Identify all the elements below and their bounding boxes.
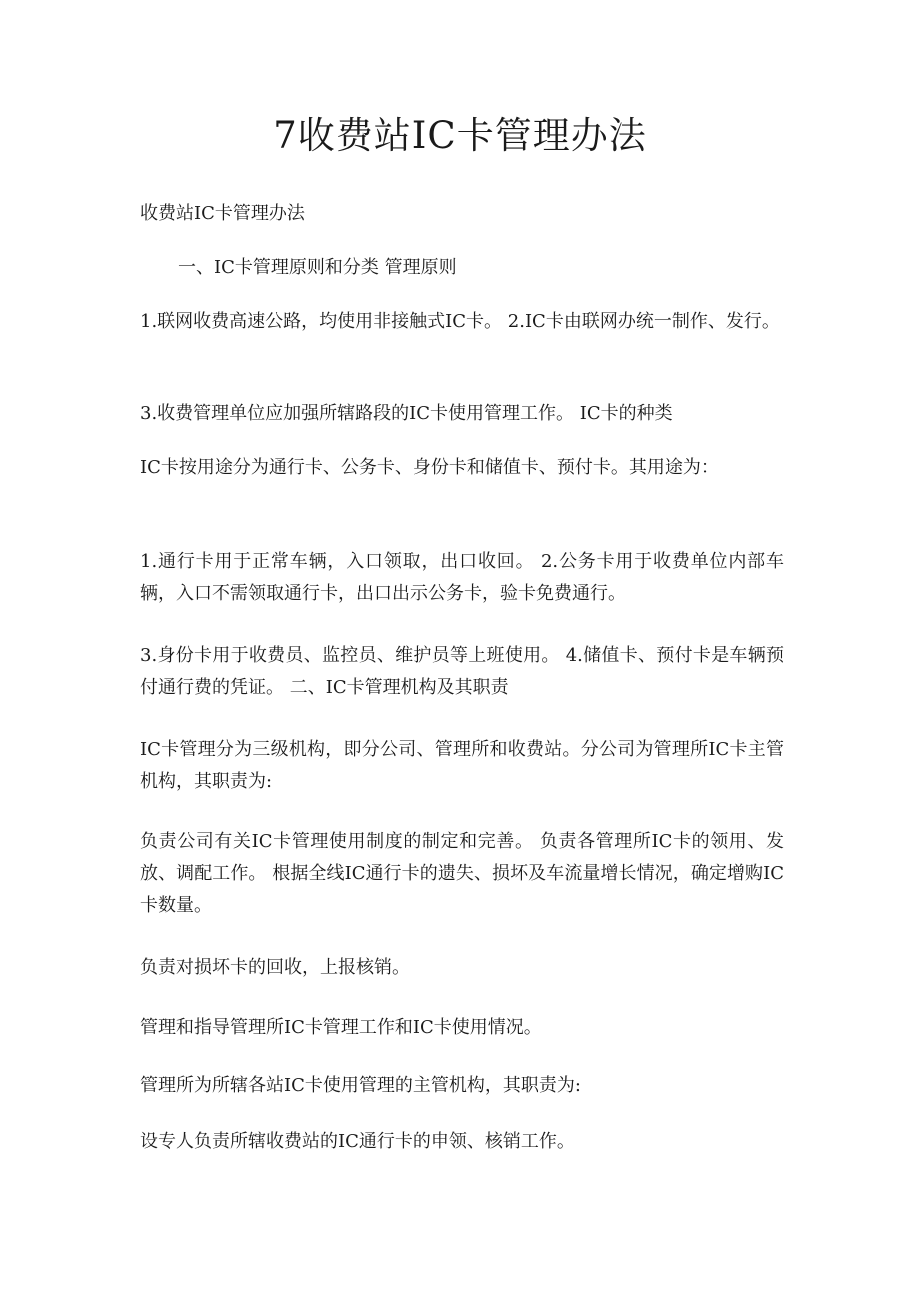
paragraph-subtitle: 收费站IC卡管理办法 <box>140 203 305 224</box>
paragraph-card-uses-1-2: 1.通行卡用于正常车辆，入口领取，出口收回。 2.公务卡用于收费单位内部车辆，入口不需领取通行卡，出口出示公务卡，验卡免费通行。 <box>140 551 784 604</box>
paragraph-section-1-heading: 一、IC卡管理原则和分类 管理原则 <box>178 257 457 278</box>
paragraph-principles-1-2: 1.联网收费高速公路，均使用非接触式IC卡。 2.IC卡由联网办统一制作、发行。 <box>140 311 780 332</box>
paragraph-card-uses-3-4: 3.身份卡用于收费员、监控员、维护员等上班使用。 4.储值卡、预付卡是车辆预付通行费的凭证。 二、IC卡管理机构及其职责 <box>140 645 784 698</box>
paragraph-guidance: 管理和指导管理所IC卡管理工作和IC卡使用情况。 <box>140 1017 542 1038</box>
paragraph-management-levels: IC卡管理分为三级机构，即分公司、管理所和收费站。分公司为管理所IC卡主管机构，其职责为: <box>140 739 784 792</box>
paragraph-office-duties: 管理所为所辖各站IC卡使用管理的主管机构，其职责为: <box>140 1075 581 1096</box>
document-title: 7收费站IC卡管理办法 <box>273 114 647 157</box>
paragraph-designated-staff: 设专人负责所辖收费站的IC通行卡的申领、核销工作。 <box>140 1131 575 1152</box>
paragraph-branch-duties: 负责公司有关IC卡管理使用制度的制定和完善。 负责各管理所IC卡的领用、发放、调配工作。 根据全线IC通行卡的遗失、损坏及车流量增长情况，确定增购IC卡数量。 <box>140 831 784 916</box>
paragraph-principles-3: 3.收费管理单位应加强所辖路段的IC卡使用管理工作。 IC卡的种类 <box>140 403 673 424</box>
paragraph-damaged-card-recovery: 负责对损坏卡的回收，上报核销。 <box>140 957 410 978</box>
paragraph-card-types: IC卡按用途分为通行卡、公务卡、身份卡和储值卡、预付卡。其用途为： <box>140 457 719 478</box>
